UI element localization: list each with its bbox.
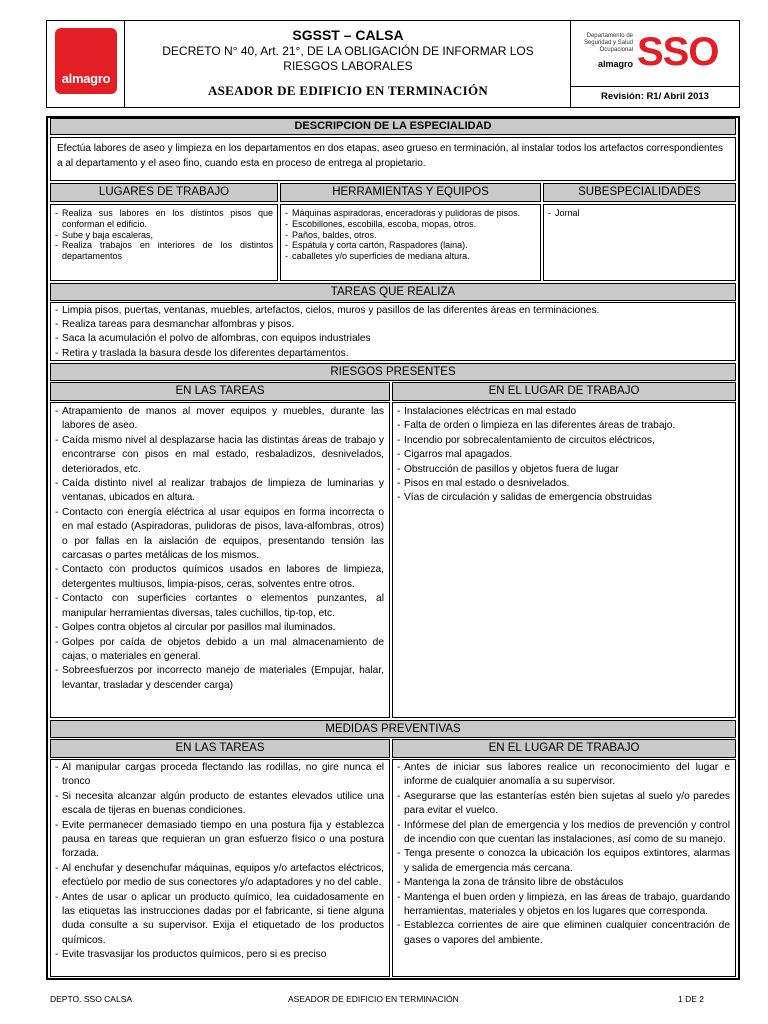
tools-title: HERRAMIENTAS Y EQUIPOS: [280, 183, 541, 202]
list-item: - Tenga presente o conozca la ubicación los equipos extintores, alarmas y salida de emergencia más cercana.: [397, 847, 730, 876]
list-item: - Incendio por sobrecalentamiento de circuitos eléctricos,: [397, 434, 730, 448]
measures-title: MEDIDAS PREVENTIVAS: [50, 720, 736, 738]
list-item: - Si necesita alcanzar algún producto de estantes elevados utilice una escala de tijeras en buenas condiciones.: [55, 790, 384, 819]
list-item: - Caída mismo nivel al desplazarse hacia las distintas áreas de trabajo y encontrarse con pisos en mal estado, resbaladizos, desnivelados, deteriorados, etc.: [55, 434, 384, 477]
list-item: - Establezca corrientes de aire que eliminen cualquier concentración de gases o vapores del ambiente.: [397, 919, 730, 948]
risks-tasks-title: EN LAS TAREAS: [50, 382, 390, 401]
system-title: SGSST – CALSA: [292, 27, 404, 43]
subspecialties-cell: [543, 204, 736, 281]
tasks-title: TAREAS QUE REALIZA: [50, 283, 736, 301]
list-item: - Escobillones, escobilla, escoba, mopas, otros.: [285, 219, 536, 230]
title-cell: [125, 21, 571, 107]
list-item: - Sobreesfuerzos por incorrecto manejo de materiales (Empujar, halar, levantar, trasladar y descender carga): [55, 664, 384, 693]
logo-cell: [47, 21, 125, 107]
tasks-cell: [50, 302, 736, 361]
description-text: Efectúa labores de aseo y limpieza en los departamentos en dos etapas, aseo grueso en terminación, al instalar todos los artefactos correspondientes a al departamento y el aseo fino, cuando esta en proceso de entrega al propietario.: [50, 137, 736, 181]
sso-brand: almagro: [597, 59, 633, 69]
risks-workplace-cell: [392, 402, 736, 718]
list-item: - Instalaciones eléctricas en mal estado: [397, 405, 730, 419]
list-item: - Golpes por caída de objetos debido a un mal almacenamiento de cajas, o materiales en general.: [55, 636, 384, 665]
risks-tasks-list: [55, 405, 384, 693]
list-item: - Al enchufar y desenchufar máquinas, equipos y/o artefactos eléctricos, efectúelo por medio de sus conectores y/o adaptadores y no del cable.: [55, 862, 384, 891]
list-item: - Contacto con superficies cortantes o elementos punzantes, al manipular herramientas diversas, tales cuchillos, tip-top, etc.: [55, 592, 384, 621]
list-item: - Infórmese del plan de emergencia y los medios de prevención y control de incendio con que cuentan las instalaciones, así como de su manejo.: [397, 819, 730, 848]
list-item: - Obstrucción de pasillos y objetos fuera de lugar: [397, 463, 730, 477]
list-item: - Pisos en mal estado o desnivelados.: [397, 477, 730, 491]
places-cell: [50, 204, 278, 281]
list-item: - Antes de usar o aplicar un producto químico, lea cuidadosamente en las etiquetas las instrucciones dadas por el fabricante, si tiene alguna duda consulte a su supervisor. Exija el etiquetado de los productos químicos.: [55, 891, 384, 949]
footer-title: ASEADOR DE EDIFICIO EN TERMINACIÓN: [288, 994, 459, 1004]
list-item: - Antes de iniciar sus labores realice un reconocimiento del lugar e informe de cualquier anomalía a su supervisor.: [397, 761, 730, 790]
risks-title: RIESGOS PRESENTES: [50, 363, 736, 381]
sso-logo-cell: [571, 21, 739, 87]
risks-workplace-title: EN EL LUGAR DE TRABAJO: [392, 382, 736, 401]
document-header: [46, 20, 740, 108]
subspecialties-title: SUBESPECIALIDADES: [543, 183, 736, 202]
places-list: [55, 208, 273, 262]
list-item: - Evite permanecer demasiado tiempo en una postura fija y establezca pausa en tareas que requieran un gran esfuerzo físico o una postura forzada.: [55, 819, 384, 862]
description-title: DESCRIPCION DE LA ESPECIALIDAD: [50, 118, 736, 135]
list-item: - Mantenga el buen orden y limpieza, en las áreas de trabajo, guardando herramientas, materiales y objetos en los lugares que corresponda.: [397, 891, 730, 920]
list-item: - Vías de circulación y salidas de emergencia obstruidas: [397, 491, 730, 505]
list-item: - Contacto con productos químicos usados en labores de limpieza, detergentes multiusos, limpia-pisos, ceras, solventes entre otros.: [55, 563, 384, 592]
measures-tasks-title: EN LAS TAREAS: [50, 739, 390, 758]
tasks-list: [55, 304, 731, 361]
list-item: - caballetes y/o superficies de mediana altura.: [285, 251, 536, 262]
list-item: - Atrapamiento de manos al mover equipos y muebles, durante las labores de aseo.: [55, 405, 384, 434]
list-item: - Caída distinto nivel al realizar trabajos de limpieza de luminarias y ventanas, ubicados en altura.: [55, 477, 384, 506]
list-item: - Limpia pisos, puertas, ventanas, muebles, artefactos, cielos, muros y pasillos de las diferentes áreas en terminaciones.: [55, 304, 731, 318]
subspecialties-list: [548, 208, 731, 219]
list-item: - Saca la acumulación el polvo de alfombras, con equipos industriales: [55, 332, 731, 346]
measures-tasks-cell: [50, 759, 390, 977]
list-item: - Contacto con energía eléctrica al usar equipos en forma incorrecta o en mal estado (Aspiradoras, pulidoras de pisos, lava-alfombras, otros) o por fallas en la aislación de equipos, presentando tensión las carcasas o partes metálicas de los mismos.: [55, 506, 384, 564]
risks-workplace-list: [397, 405, 730, 506]
list-item: - Retira y traslada la basura desde los diferentes departamentos.: [55, 347, 731, 361]
footer-page-number: 1 DE 2: [678, 994, 704, 1004]
revision-label: Revisión: R1/ Abril 2013: [601, 91, 709, 102]
measures-tasks-list: [55, 761, 384, 963]
list-item: - Máquinas aspiradoras, enceradoras y pulidoras de pisos.: [285, 208, 536, 219]
list-item: - Realiza trabajos en interiores de los distintos departamentos: [55, 240, 273, 262]
list-item: - Realiza sus labores en los distintos pisos que conforman el edificio.: [55, 208, 273, 230]
tools-cell: [280, 204, 541, 281]
list-item: - Sube y baja escaleras,: [55, 230, 273, 241]
tools-list: [285, 208, 536, 262]
footer-department: DEPTO. SSO CALSA: [50, 994, 133, 1004]
list-item: - Realiza tareas para desmanchar alfombras y pisos.: [55, 318, 731, 332]
list-item: - Evite trasvasijar los productos químicos, pero si es preciso: [55, 948, 384, 962]
measures-workplace-cell: [392, 759, 736, 977]
list-item: - Paños, baldes, otros.: [285, 230, 536, 241]
list-item: - Jornal: [548, 208, 731, 219]
measures-workplace-list: [397, 761, 730, 948]
list-item: - Golpes contra objetos al circular por pasillos mal iluminados.: [55, 621, 384, 635]
position-title: ASEADOR DE EDIFICIO EN TERMINACIÓN: [207, 83, 489, 98]
almagro-logo: [55, 28, 117, 94]
sso-logo: SSO: [637, 30, 719, 74]
sso-department: Departamento de Seguridad y Salud Ocupacional: [583, 33, 633, 53]
risks-tasks-cell: [50, 402, 390, 718]
measures-workplace-title: EN EL LUGAR DE TRABAJO: [392, 739, 736, 758]
list-item: - Al manipular cargas proceda flectando las rodillas, no gire nunca el tronco: [55, 761, 384, 790]
list-item: - Falta de orden o limpieza en las diferentes áreas de trabajo.: [397, 419, 730, 433]
list-item: - Mantenga la zona de tránsito libre de obstáculos: [397, 876, 730, 890]
places-title: LUGARES DE TRABAJO: [50, 183, 278, 202]
list-item: - Espátula y corta cartón, Raspadores (laina).: [285, 240, 536, 251]
decree-text: DECRETO N° 40, Art. 21°, DE LA OBLIGACIÓN DE INFORMAR LOS RIESGOS LABORALES: [162, 44, 534, 73]
list-item: - Cigarros mal apagados.: [397, 448, 730, 462]
list-item: - Asegurarse que las estanterías estén bien sujetas al suelo y/o paredes para evitar el vuelco.: [397, 790, 730, 819]
logo-text: almagro: [61, 71, 111, 86]
